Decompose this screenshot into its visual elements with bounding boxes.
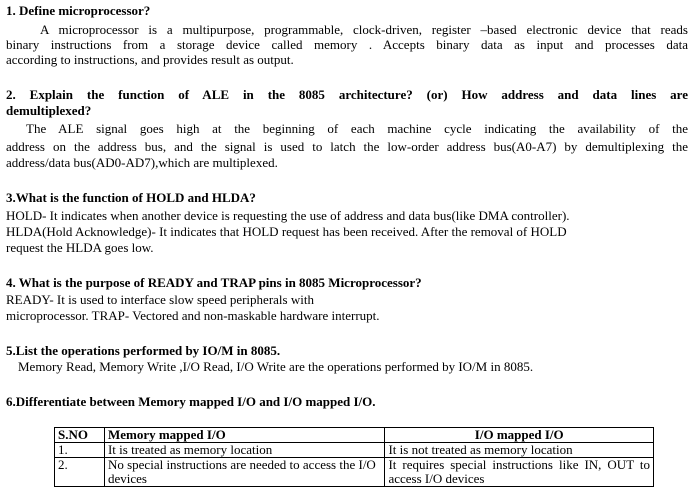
- table-header-memory-mapped: Memory mapped I/O: [104, 428, 385, 443]
- q4-line-1: READY- It is used to interface slow speed peripherals with: [6, 292, 314, 307]
- q3-line-2: HLDA(Hold Acknowledge)- It indicates that HOLD request has been received. After the removal of HOLD: [6, 224, 567, 239]
- table-row: [55, 443, 654, 458]
- table-header-row: [55, 428, 654, 443]
- q1-line-3: according to instructions, and provides result as output.: [6, 52, 294, 67]
- q2-line-2: address on the address bus, and the signal is used to latch the low-order address bus(A0-A7) by demultiplexing the: [6, 139, 688, 154]
- table-header-sno: S.NO: [55, 428, 105, 443]
- q3-line-3: request the HLDA goes low.: [6, 240, 154, 255]
- q1-line-2: binary instructions from a storage device called memory . Accepts binary data as input and processes data: [6, 37, 688, 52]
- q6-heading: 6.Differentiate between Memory mapped I/O and I/O mapped I/O.: [6, 394, 376, 409]
- table-cell: It is not treated as memory location: [385, 443, 654, 458]
- q5-heading: 5.List the operations performed by IO/M in 8085.: [6, 343, 281, 358]
- q1-line-1: A microprocessor is a multipurpose, programmable, clock-driven, register –based electronic device that reads: [40, 22, 688, 37]
- q3-heading: 3.What is the function of HOLD and HLDA?: [6, 190, 256, 205]
- q2-heading-line-1: 2. Explain the function of ALE in the 8085 architecture? (or) How address and data lines are: [6, 87, 688, 102]
- q3-line-1: HOLD- It indicates when another device is requesting the use of address and data bus(like DMA controller).: [6, 208, 570, 223]
- q2-line-1: The ALE signal goes high at the beginning of each machine cycle indicating the availability of the: [26, 121, 688, 136]
- q5-line-1: Memory Read, Memory Write ,I/O Read, I/O Write are the operations performed by IO/M in 8085.: [18, 359, 534, 374]
- table-cell: 2.: [55, 458, 105, 487]
- table-cell: It is treated as memory location: [104, 443, 385, 458]
- q2-heading-line-2: demultiplexed?: [6, 103, 92, 118]
- q4-line-2: microprocessor. TRAP- Vectored and non-maskable hardware interrupt.: [6, 308, 380, 323]
- q4-heading: 4. What is the purpose of READY and TRAP pins in 8085 Microprocessor?: [6, 275, 422, 290]
- q1-heading: 1. Define microprocessor?: [6, 3, 151, 18]
- table-header-io-mapped: I/O mapped I/O: [385, 428, 654, 443]
- table-cell: 1.: [55, 443, 105, 458]
- table-cell: No special instructions are needed to access the I/O devices: [104, 458, 385, 487]
- q2-line-3: address/data bus(AD0-AD7),which are multiplexed.: [6, 155, 278, 170]
- table-cell: It requires special instructions like IN, OUT to access I/O devices: [385, 458, 654, 487]
- comparison-table: [54, 427, 654, 487]
- table-row: [55, 458, 654, 487]
